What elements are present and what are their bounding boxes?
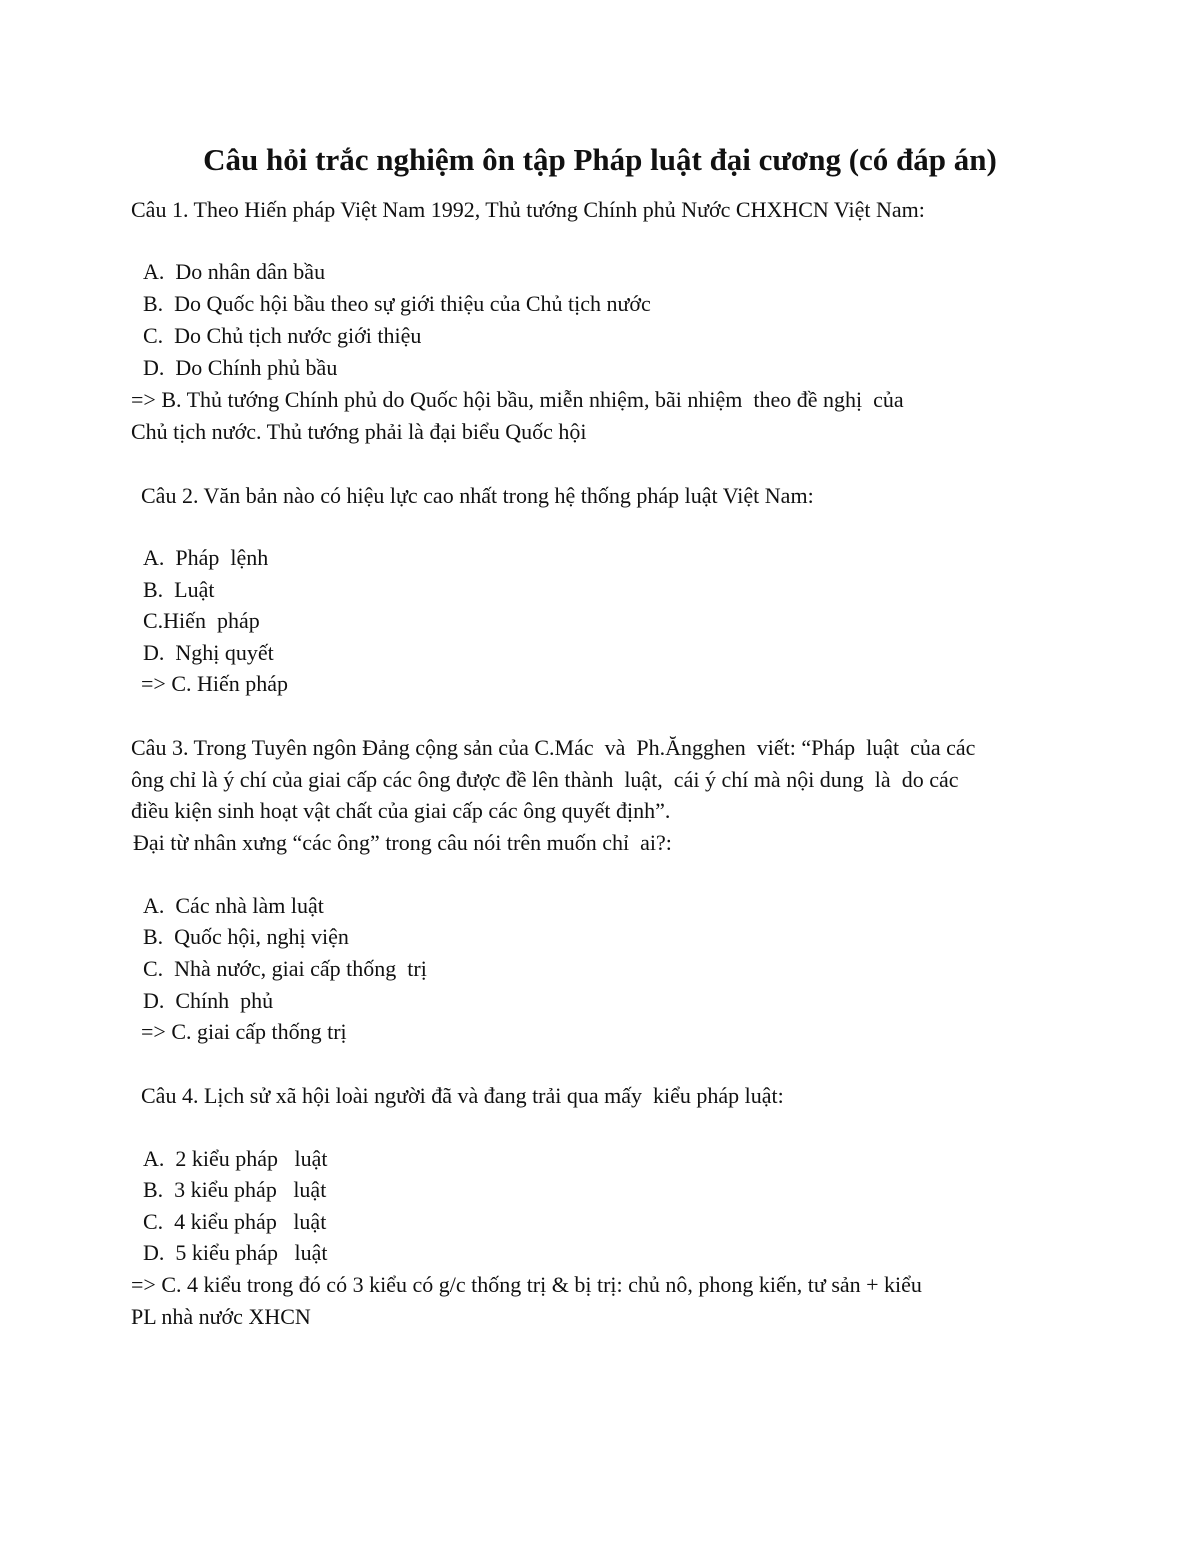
question-prompt: Câu 2. Văn bản nào có hiệu lực cao nhất trong hệ thống pháp luật Việt Nam:: [141, 483, 814, 508]
answer-option: D. Nghị quyết: [143, 640, 274, 665]
answer-option: B. Quốc hội, nghị viện: [143, 924, 349, 949]
document-title: Câu hỏi trắc nghiệm ôn tập Pháp luật đại cương (có đáp án): [203, 142, 997, 177]
answer-option: C. Nhà nước, giai cấp thống trị: [143, 956, 427, 981]
answer-option: A. Các nhà làm luật: [143, 893, 324, 918]
answer-option: A. 2 kiểu pháp luật: [143, 1146, 328, 1171]
answer-option: B. Luật: [143, 577, 215, 602]
answer-explanation: => C. giai cấp thống trị: [141, 1019, 347, 1044]
answer-option: A. Pháp lệnh: [143, 545, 269, 570]
question-prompt: điều kiện sinh hoạt vật chất của giai cấp các ông quyết định”.: [131, 798, 671, 823]
answer-option: B. Do Quốc hội bầu theo sự giới thiệu của Chủ tịch nước: [143, 291, 651, 316]
answer-explanation: PL nhà nước XHCN: [131, 1304, 311, 1329]
answer-explanation: => C. 4 kiểu trong đó có 3 kiểu có g/c thống trị & bị trị: chủ nô, phong kiến, tư sản + kiểu: [131, 1272, 922, 1297]
question-prompt: Câu 4. Lịch sử xã hội loài người đã và đang trải qua mấy kiểu pháp luật:: [141, 1083, 784, 1108]
question-prompt: Câu 3. Trong Tuyên ngôn Đảng cộng sản của C.Mác và Ph.Ăngghen viết: “Pháp luật của các: [131, 735, 976, 760]
answer-option: C.Hiến pháp: [143, 608, 260, 633]
answer-explanation: => B. Thủ tướng Chính phủ do Quốc hội bầu, miễn nhiệm, bãi nhiệm theo đề nghị của: [131, 387, 904, 412]
answer-option: D. Chính phủ: [143, 988, 274, 1013]
answer-explanation: Chủ tịch nước. Thủ tướng phải là đại biểu Quốc hội: [131, 419, 587, 444]
answer-option: C. Do Chủ tịch nước giới thiệu: [143, 323, 422, 348]
answer-option: D. 5 kiểu pháp luật: [143, 1240, 328, 1265]
question-prompt: Đại từ nhân xưng “các ông” trong câu nói trên muốn chỉ ai?:: [133, 830, 672, 855]
answer-option: D. Do Chính phủ bầu: [143, 355, 338, 380]
question-prompt: Câu 1. Theo Hiến pháp Việt Nam 1992, Thủ tướng Chính phủ Nước CHXHCN Việt Nam:: [131, 197, 925, 222]
answer-option: B. 3 kiểu pháp luật: [143, 1177, 327, 1202]
answer-explanation: => C. Hiến pháp: [141, 671, 289, 696]
answer-option: A. Do nhân dân bầu: [143, 259, 326, 284]
answer-option: C. 4 kiểu pháp luật: [143, 1209, 327, 1234]
question-prompt: ông chỉ là ý chí của giai cấp các ông được đề lên thành luật, cái ý chí mà nội dung là do các: [131, 767, 959, 792]
